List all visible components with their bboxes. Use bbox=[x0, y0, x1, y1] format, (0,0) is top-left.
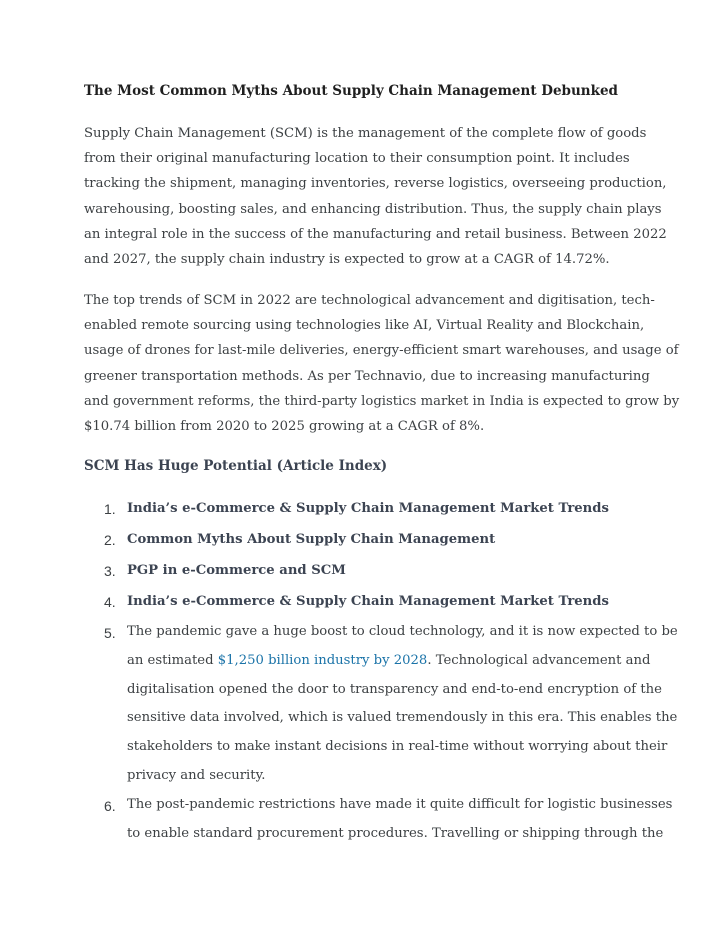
paragraph-line: greener transportation methods. As per Technavio, due to increasing manufacturing bbox=[84, 368, 650, 384]
list-item-line: digitalisation opened the door to transparency and end-to-end encryption of the bbox=[127, 681, 662, 697]
index-link-market-trends-2[interactable]: India’s e-Commerce & Supply Chain Management Market Trends bbox=[127, 594, 609, 609]
paragraph-line: usage of drones for last-mile deliveries, energy-efficient smart warehouses, and usage of bbox=[84, 343, 679, 359]
list-item-text: an estimated bbox=[127, 652, 218, 668]
list-number: 4. bbox=[104, 594, 116, 610]
paragraph-line: from their original manufacturing location to their consumption point. It includes bbox=[84, 151, 630, 167]
list-item-text: . Technological advancement and bbox=[427, 652, 651, 668]
paragraph-line: The top trends of SCM in 2022 are technological advancement and digitisation, tech- bbox=[84, 293, 655, 308]
article-title: The Most Common Myths About Supply Chain Management Debunked bbox=[84, 83, 619, 99]
list-item-line: privacy and security. bbox=[127, 767, 266, 783]
list-number: 5. bbox=[104, 625, 116, 641]
paragraph-line: Supply Chain Management (SCM) is the management of the complete flow of goods bbox=[84, 126, 647, 141]
list-item-line: The post-pandemic restrictions have made it quite difficult for logistic businesses bbox=[127, 797, 673, 812]
article-index-heading: SCM Has Huge Potential (Article Index) bbox=[84, 458, 388, 474]
list-number: 3. bbox=[104, 563, 116, 579]
index-link-pgp[interactable]: PGP in e-Commerce and SCM bbox=[127, 563, 346, 578]
index-link-market-trends[interactable]: India’s e-Commerce & Supply Chain Management Market Trends bbox=[127, 501, 609, 516]
trends-paragraph bbox=[84, 288, 679, 439]
list-item-body bbox=[127, 618, 678, 791]
intro-paragraph bbox=[84, 121, 667, 272]
list-item-line: The pandemic gave a huge boost to cloud technology, and it is now expected to be bbox=[127, 624, 678, 639]
paragraph-line: an integral role in the success of the manufacturing and retail business. Between 2022 bbox=[84, 226, 667, 242]
paragraph-line: and government reforms, the third-party logistics market in India is expected to grow by bbox=[84, 393, 680, 409]
list-number: 1. bbox=[104, 501, 116, 517]
list-number: 6. bbox=[104, 798, 116, 814]
list-item-body bbox=[127, 791, 672, 849]
paragraph-line: warehousing, boosting sales, and enhancing distribution. Thus, the supply chain plays bbox=[84, 201, 662, 217]
paragraph-line: tracking the shipment, managing inventories, reverse logistics, overseeing production, bbox=[84, 176, 667, 192]
cloud-industry-link[interactable]: $1,250 billion industry by 2028 bbox=[217, 652, 428, 668]
index-link-common-myths[interactable]: Common Myths About Supply Chain Management bbox=[127, 532, 496, 547]
paragraph-line: $10.74 billion from 2020 to 2025 growing at a CAGR of 8%. bbox=[84, 419, 485, 435]
paragraph-line: enabled remote sourcing using technologies like AI, Virtual Reality and Blockchain, bbox=[84, 318, 645, 334]
list-item-line: sensitive data involved, which is valued tremendously in this era. This enables the bbox=[127, 710, 678, 726]
paragraph-line: and 2027, the supply chain industry is expected to grow at a CAGR of 14.72%. bbox=[84, 252, 610, 268]
list-item-line: to enable standard procurement procedures. Travelling or shipping through the bbox=[127, 825, 664, 841]
list-item-line bbox=[127, 647, 678, 676]
list-item-line: stakeholders to make instant decisions in real-time without worrying about their bbox=[127, 739, 668, 755]
list-number: 2. bbox=[104, 532, 116, 548]
